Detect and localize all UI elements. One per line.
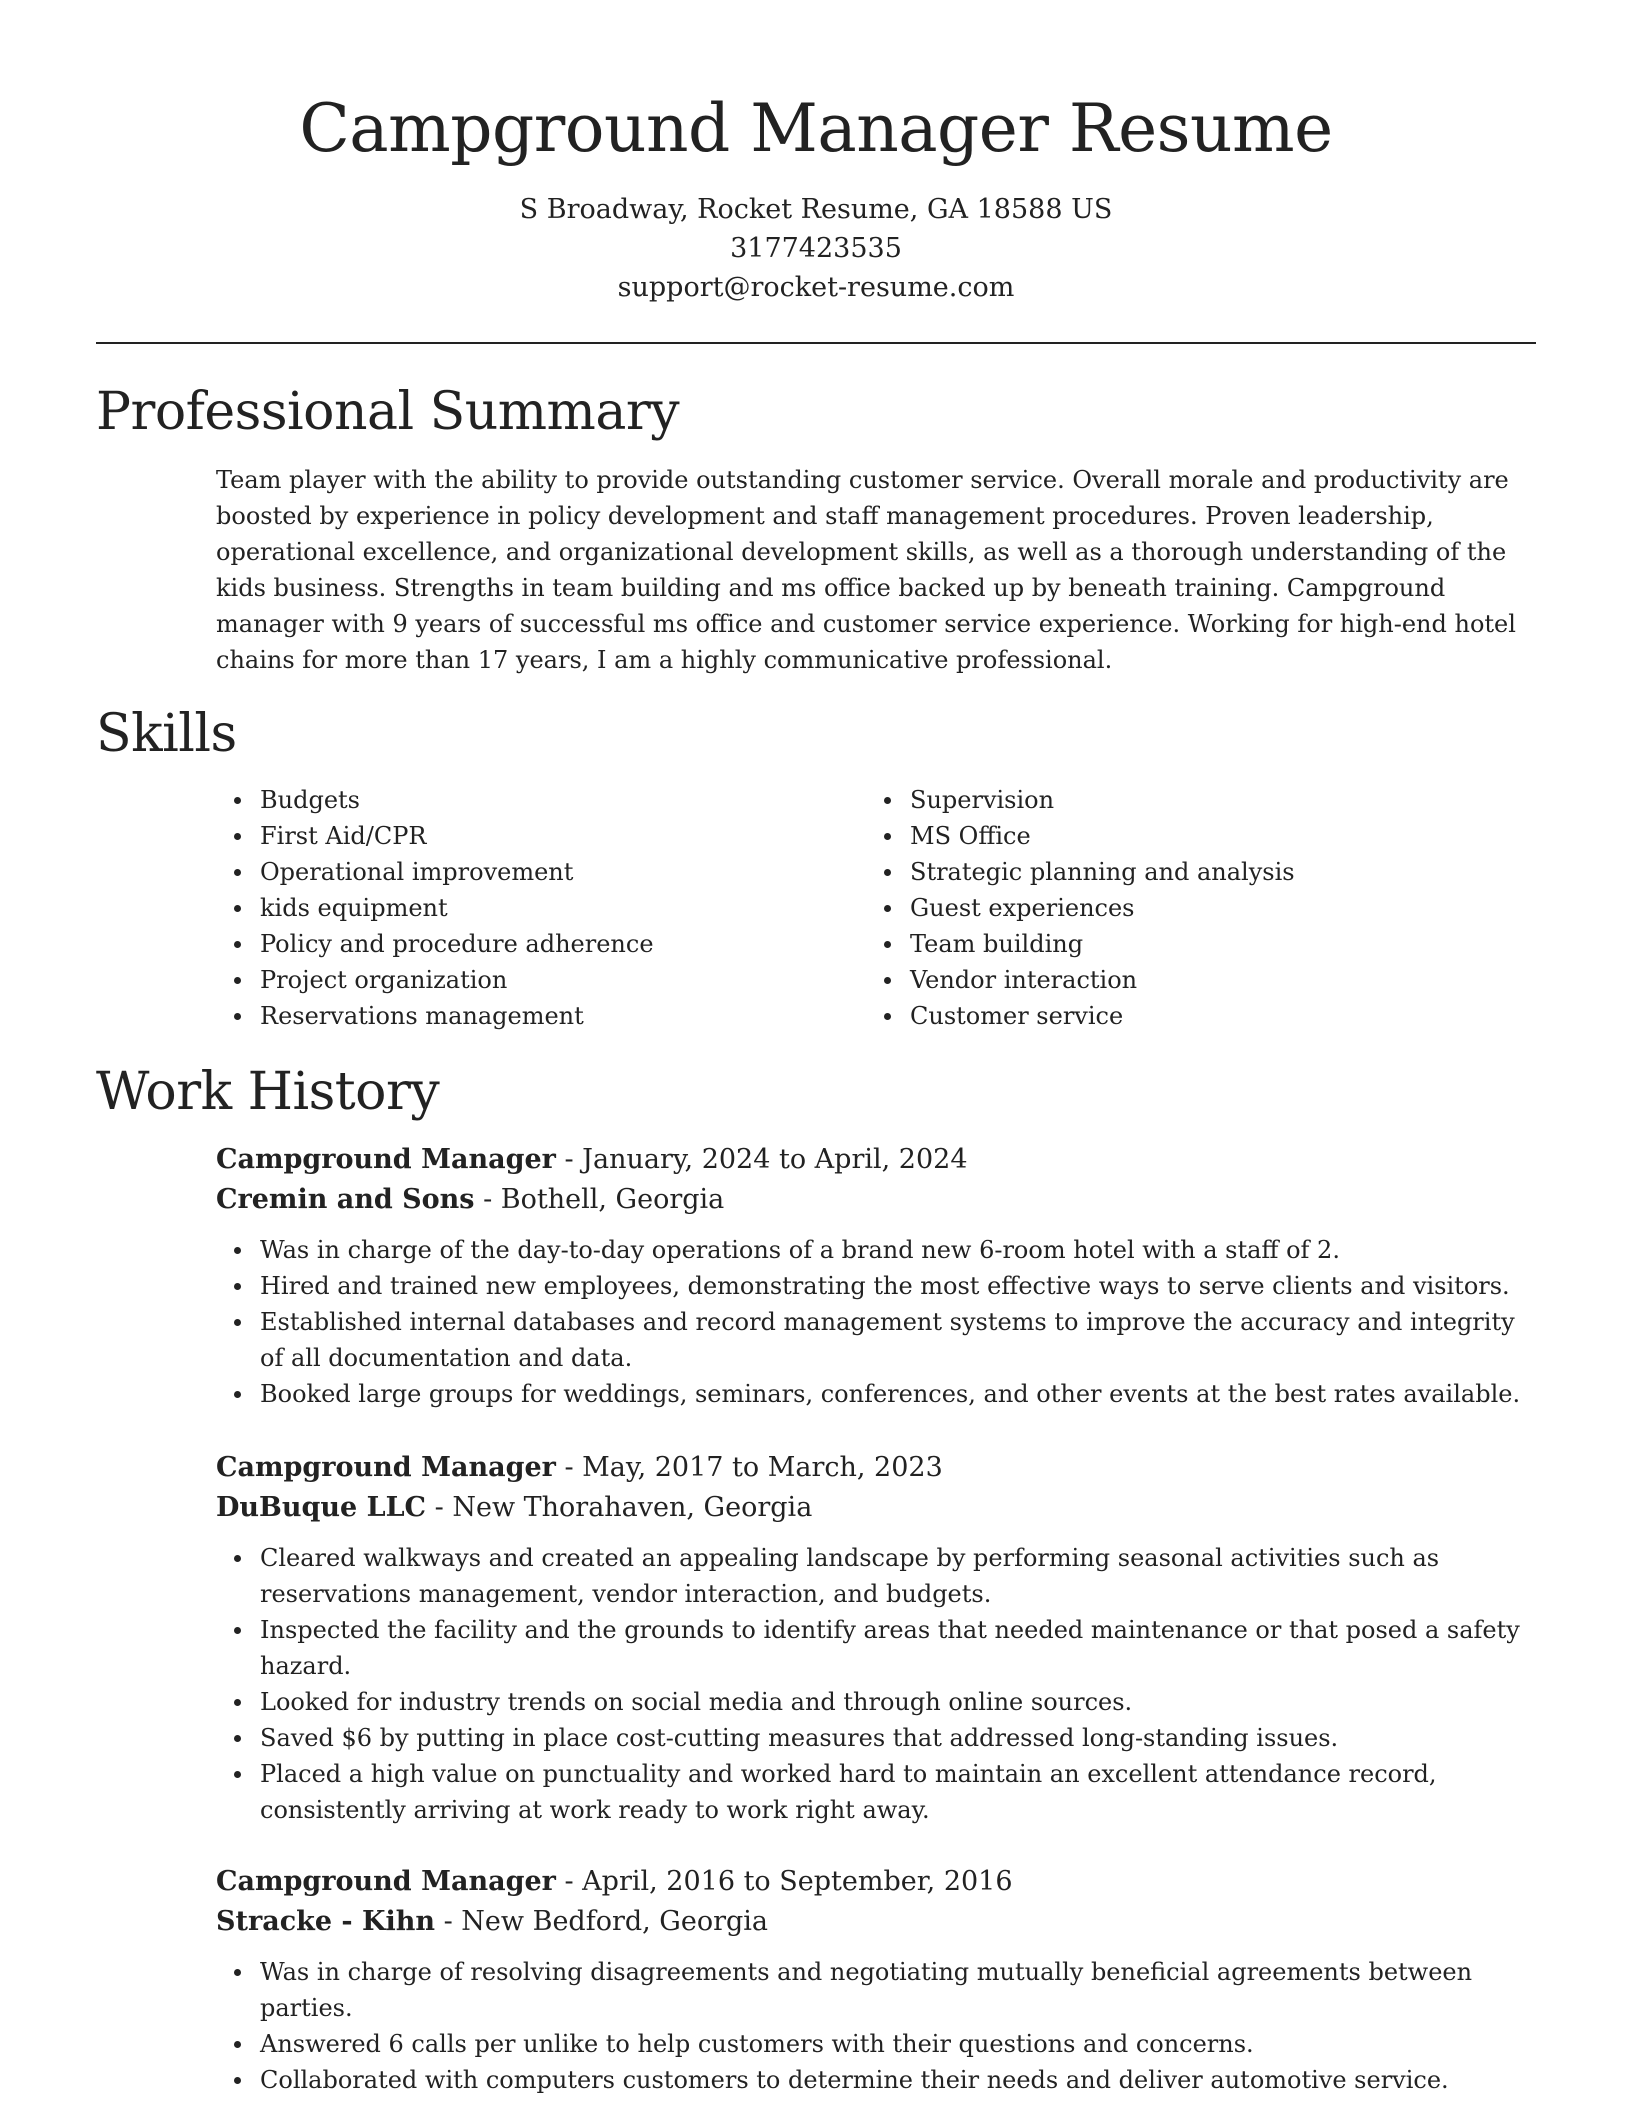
skill-item: Reservations management	[216, 998, 836, 1034]
skill-item: Vendor interaction	[866, 962, 1486, 998]
job-bullet: Inspected the facility and the grounds to identify areas that needed maintenance or that posed a safety hazard.	[216, 1612, 1536, 1684]
job-bullet: Was in charge of resolving disagreements and negotiating mutually beneficial agreements between parties.	[216, 1954, 1536, 2026]
job-dates: - May, 2017 to March, 2023	[555, 1452, 943, 1483]
skill-item: Supervision	[866, 782, 1486, 818]
job-entry	[216, 1140, 1536, 1412]
job-company: Stracke - Kihn	[216, 1906, 436, 1937]
job-title: Campground Manager	[216, 1144, 556, 1175]
contact-block	[0, 190, 1632, 307]
job-bullets	[216, 1954, 1536, 2098]
skill-item: Operational improvement	[216, 854, 836, 890]
job-title: Campground Manager	[216, 1452, 556, 1483]
skill-item: Strategic planning and analysis	[866, 854, 1486, 890]
header-divider	[96, 342, 1536, 344]
job-bullet: Cleared walkways and created an appealing landscape by performing seasonal activities such as reservations management, vendor interaction, and budgets.	[216, 1540, 1536, 1612]
job-bullet: Hired and trained new employees, demonstrating the most effective ways to serve clients and visitors.	[216, 1268, 1536, 1304]
skills-list-left	[216, 782, 836, 1034]
job-company: Cremin and Sons	[216, 1184, 475, 1215]
job-dates: - April, 2016 to September, 2016	[555, 1866, 1013, 1897]
job-company-line	[216, 1902, 1536, 1942]
job-location: - Bothell, Georgia	[474, 1184, 725, 1215]
skills-heading: Skills	[96, 704, 237, 764]
skill-item: Policy and procedure adherence	[216, 926, 836, 962]
skill-item: Budgets	[216, 782, 836, 818]
job-company-line	[216, 1488, 1536, 1528]
address: S Broadway, Rocket Resume, GA 18588 US	[519, 194, 1113, 225]
skill-item: Team building	[866, 926, 1486, 962]
job-bullet: Answered 6 calls per unlike to help customers with their questions and concerns.	[216, 2026, 1536, 2062]
job-bullets	[216, 1232, 1536, 1412]
summary-text: Team player with the ability to provide outstanding customer service. Overall morale and productivity are boosted by experience in policy development and staff management procedures. Proven leadership, operational excellence, and organizational development skills, as well as a thorough understanding of the kids business. Strengths in team building and ms office backed up by beneath training. Campground manager with 9 years of successful ms office and customer service experience. Working for high-end hotel chains for more than 17 years, I am a highly communicative professional.	[216, 466, 1516, 674]
job-title-line	[216, 1140, 1536, 1180]
skills-list-right	[866, 782, 1486, 1034]
skill-item: kids equipment	[216, 890, 836, 926]
work-history-heading: Work History	[96, 1062, 440, 1122]
phone: 3177423535	[730, 233, 902, 264]
skill-item: Project organization	[216, 962, 836, 998]
summary-heading: Professional Summary	[96, 382, 680, 442]
job-bullet: Was in charge of the day-to-day operations of a brand new 6-room hotel with a staff of 2.	[216, 1232, 1536, 1268]
job-bullet: Looked for industry trends on social media and through online sources.	[216, 1684, 1536, 1720]
skill-item: Guest experiences	[866, 890, 1486, 926]
job-bullet: Saved $6 by putting in place cost-cutting measures that addressed long-standing issues.	[216, 1720, 1536, 1756]
resume-title: Campground Manager Resume	[299, 90, 1333, 167]
job-bullets	[216, 1540, 1536, 1828]
job-company: DuBuque LLC	[216, 1492, 427, 1523]
skill-item: First Aid/CPR	[216, 818, 836, 854]
job-entry	[216, 1862, 1536, 2098]
job-bullet: Placed a high value on punctuality and worked hard to maintain an excellent attendance record, consistently arriving at work ready to work right away.	[216, 1756, 1536, 1828]
job-bullet: Established internal databases and record management systems to improve the accuracy and integrity of all documentation and data.	[216, 1304, 1536, 1376]
job-bullet: Booked large groups for weddings, seminars, conferences, and other events at the best rates available.	[216, 1376, 1536, 1412]
job-entry	[216, 1448, 1536, 1828]
job-title-line	[216, 1862, 1536, 1902]
skill-item: Customer service	[866, 998, 1486, 1034]
skill-item: MS Office	[866, 818, 1486, 854]
email: support@rocket-resume.com	[617, 272, 1015, 303]
job-title: Campground Manager	[216, 1866, 556, 1897]
job-location: - New Thorahaven, Georgia	[426, 1492, 813, 1523]
job-company-line	[216, 1180, 1536, 1220]
job-location: - New Bedford, Georgia	[435, 1906, 769, 1937]
job-dates: - January, 2024 to April, 2024	[555, 1144, 968, 1175]
job-bullet: Collaborated with computers customers to determine their needs and deliver automotive service.	[216, 2062, 1536, 2098]
job-title-line	[216, 1448, 1536, 1488]
